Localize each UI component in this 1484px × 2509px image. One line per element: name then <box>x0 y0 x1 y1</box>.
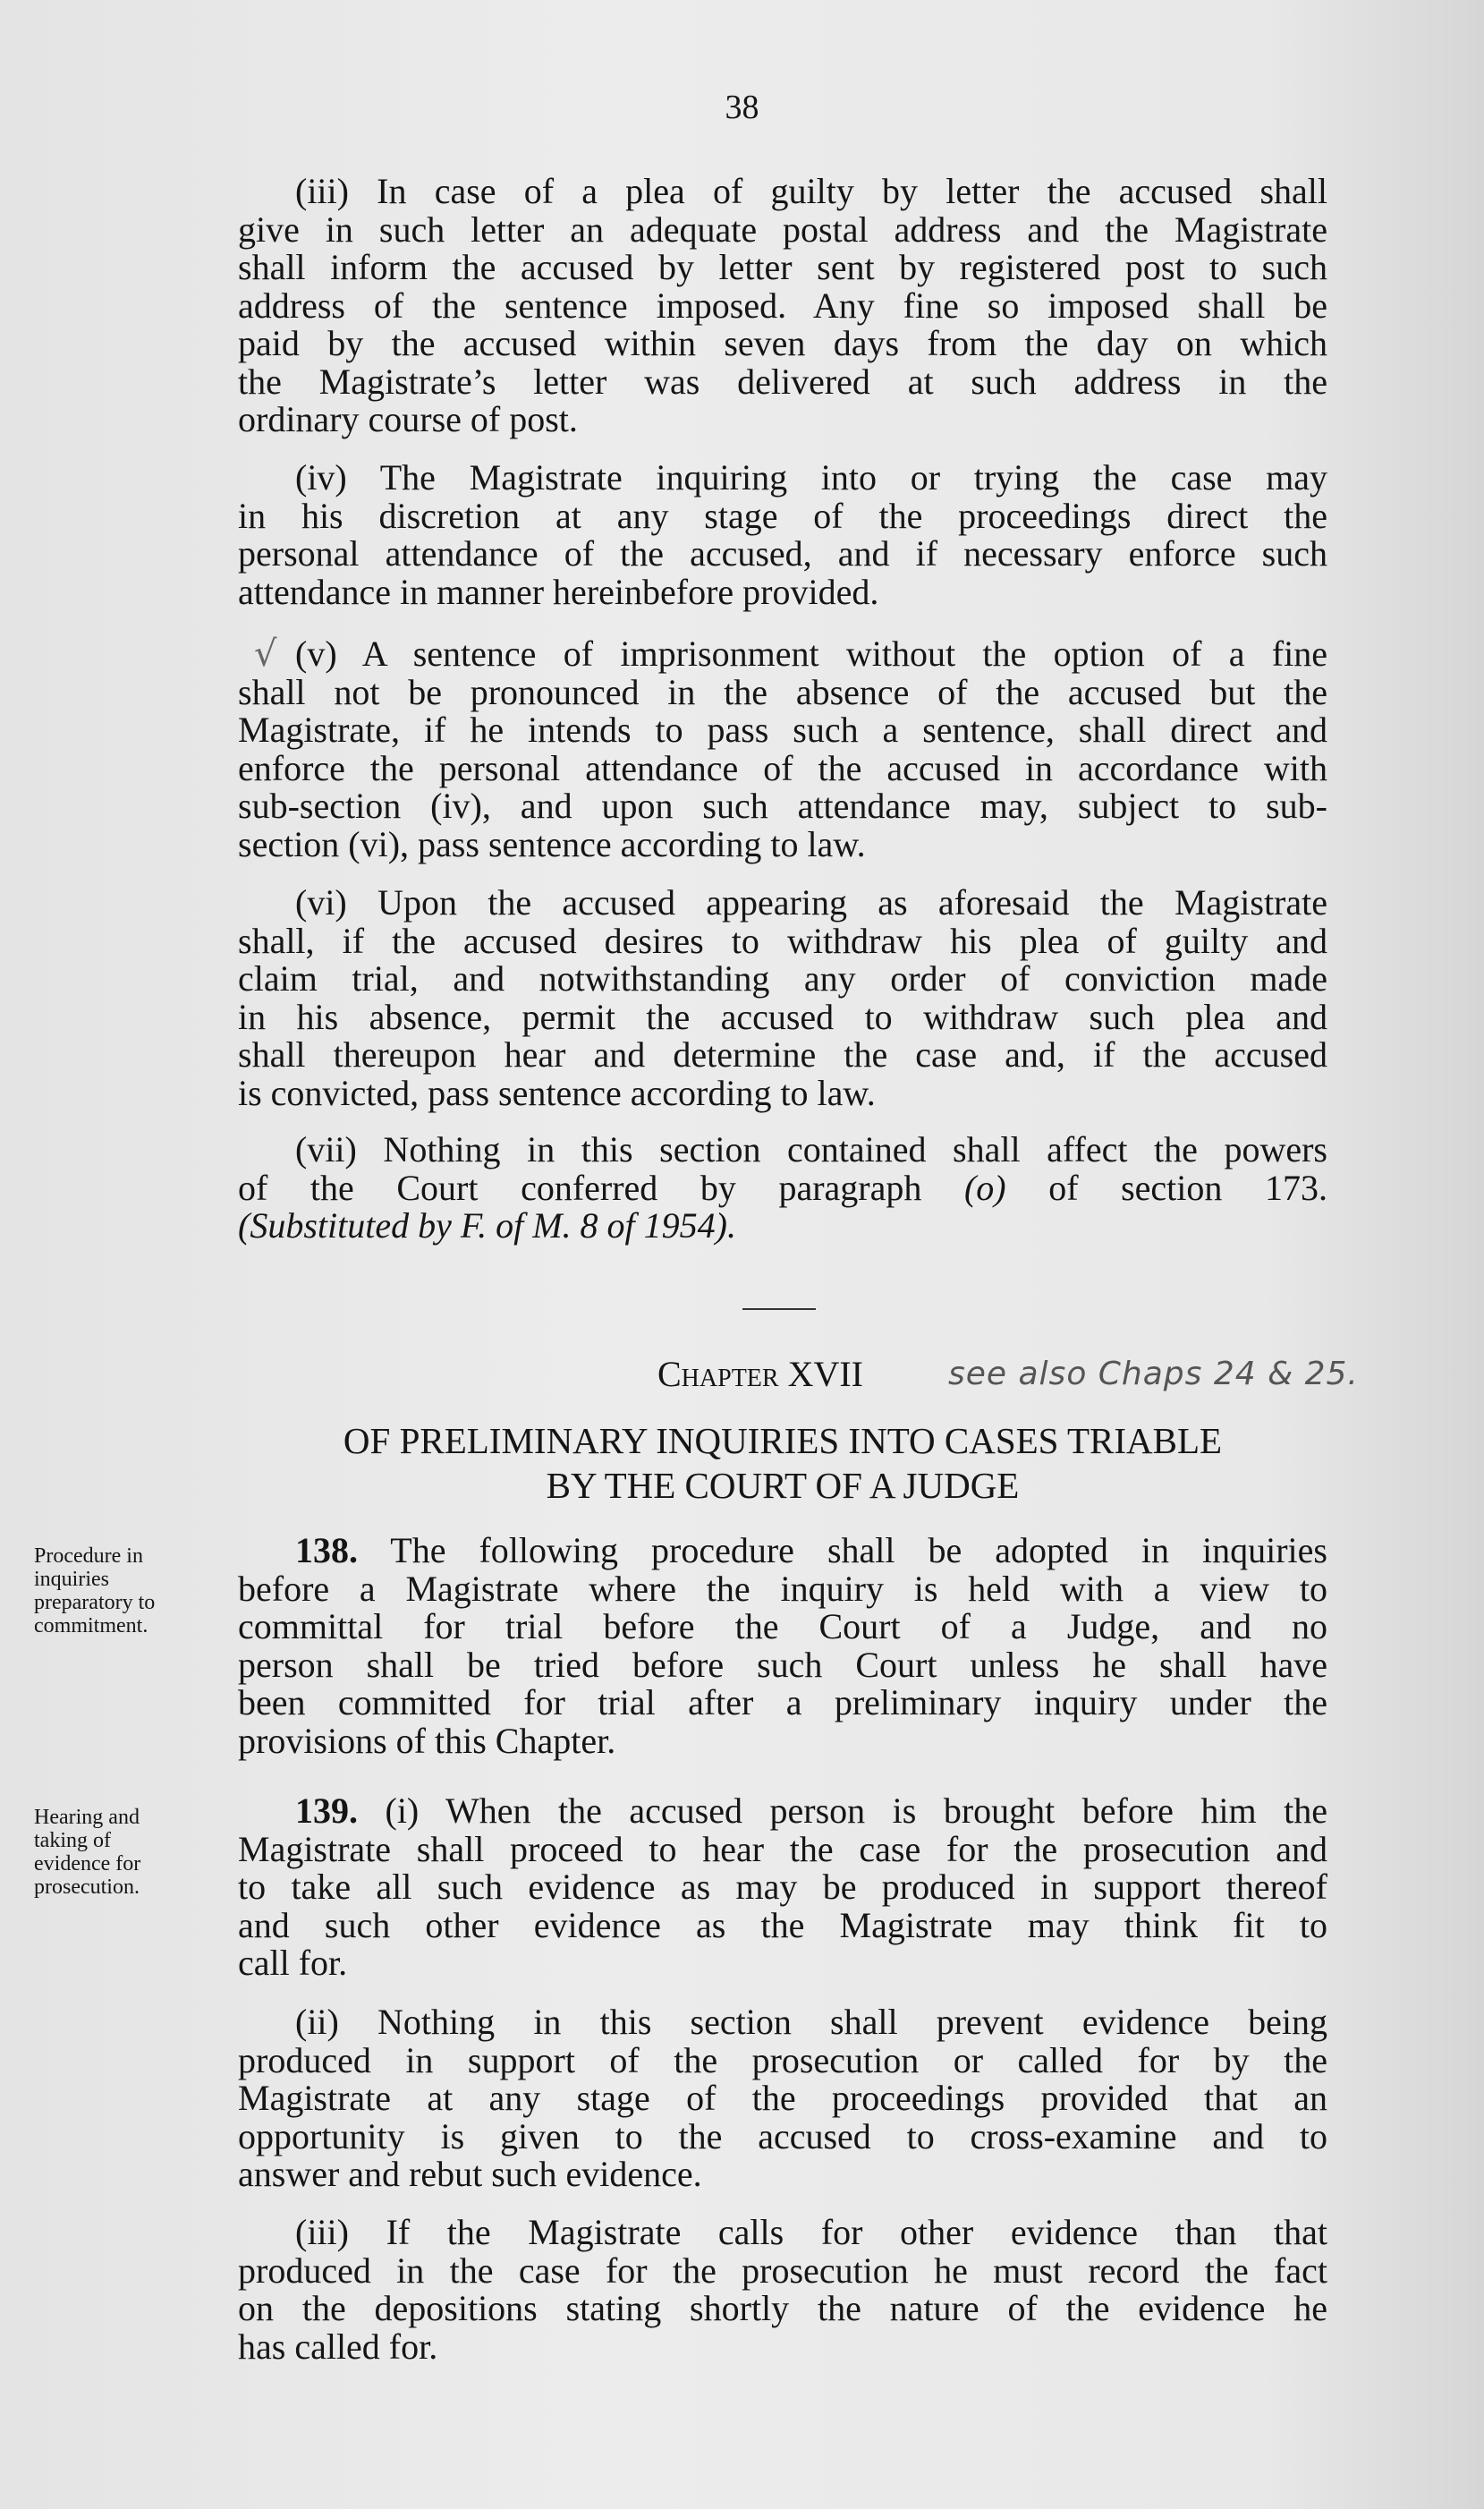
line-text: and such other evidence as the Magistrate may think fit to <box>238 1904 1327 1945</box>
text-line <box>238 1207 1327 1246</box>
text-line <box>238 1792 1327 1831</box>
paragraph-iii <box>238 173 1327 439</box>
text-line <box>238 1944 1327 1983</box>
text-line <box>238 884 1327 923</box>
line-text: call for. <box>238 1943 348 1983</box>
text-line <box>238 249 1327 287</box>
section-divider <box>742 1308 816 1310</box>
text-line <box>238 535 1327 574</box>
text-line <box>238 173 1327 211</box>
line-text: Magistrate at any stage of the proceedings provided that an <box>238 2078 1327 2118</box>
line-text: (ii) Nothing in this section shall prevent evidence being <box>295 2002 1327 2042</box>
line-text: Magistrate shall proceed to hear the case for the prosecution and <box>238 1828 1327 1869</box>
text-segment: (i) When the accused person is brought before him the <box>358 1790 1327 1831</box>
section-number: 138. <box>295 1530 358 1570</box>
text-line <box>238 363 1327 402</box>
line-text: in his absence, permit the accused to withdraw such plea and <box>238 996 1327 1037</box>
line-text: produced in the case for the prosecution he must record the fact <box>238 2250 1327 2291</box>
text-line <box>238 208 1327 250</box>
line-text: before a Magistrate where the inquiry is held with a view to <box>238 1568 1327 1609</box>
line-text: been committed for trial after a preliminary inquiry under the <box>238 1682 1327 1722</box>
line-text: in his discretion at any stage of the proceedings direct the <box>238 495 1327 536</box>
text-line <box>238 1904 1327 1945</box>
line-text: answer and rebut such evidence. <box>238 2154 702 2194</box>
text-line <box>238 671 1327 712</box>
line-text: to take all such evidence as may be produced in support thereof <box>238 1867 1327 1907</box>
text-line <box>238 1131 1327 1169</box>
section-number: 139. <box>295 1790 358 1831</box>
line-text: enforce the personal attendance of the accused in accordance with <box>238 747 1327 788</box>
handwritten-note: see also Chaps 24 & 25. <box>948 1356 1359 1392</box>
text-line <box>238 2290 1327 2328</box>
line-text: claim trial, and notwithstanding any order of conviction made <box>238 958 1327 999</box>
line-text: personal attendance of the accused, and if necessary enforce such <box>238 533 1327 574</box>
line-text <box>238 1168 1327 1208</box>
text-line <box>238 1169 1327 1208</box>
italic-text: (o) <box>963 1167 1006 1208</box>
line-text <box>295 1129 1327 1169</box>
line-text: ordinary course of post. <box>238 399 578 439</box>
line-text: sub-section (iv), and upon such attendance may, subject to sub- <box>238 786 1327 826</box>
text-line <box>238 287 1327 326</box>
text-line <box>238 459 1327 498</box>
line-text: shall not be pronounced in the absence of the accused but the <box>238 671 1327 712</box>
paragraph-vi <box>238 884 1327 1112</box>
paragraph-s139iii <box>238 2214 1327 2366</box>
text-segment: (vii) Nothing in this section contained shall affect the powers <box>295 1129 1327 1169</box>
text-line <box>238 2039 1327 2080</box>
line-text: on the depositions stating shortly the nature of the evidence he <box>238 2288 1327 2328</box>
text-line <box>238 2156 1327 2194</box>
margin-note-hearing: Hearing and taking of evidence for prosecution. <box>34 1806 141 1899</box>
chapter-title-line: BY THE COURT OF A JUDGE <box>546 1465 1020 1506</box>
text-line <box>238 2003 1327 2042</box>
line-text: (iii) If the Magistrate calls for other evidence than that <box>295 2212 1327 2252</box>
line-text <box>238 1205 736 1246</box>
margin-note-procedure: Procedure in inquiries preparatory to commitment. <box>34 1544 156 1637</box>
text-line <box>238 1036 1327 1075</box>
text-line <box>238 1608 1327 1646</box>
line-text: opportunity is given to the accused to cross-examine and to <box>238 2115 1327 2156</box>
line-text: (iii) In case of a plea of guilty by letter the accused shall <box>295 171 1327 211</box>
line-text: the Magistrate’s letter was delivered at such address in the <box>238 361 1327 402</box>
line-text: Magistrate, if he intends to pass such a sentence, shall direct and <box>238 710 1327 750</box>
check-mark-annotation: √ <box>254 634 277 675</box>
line-text: committal for trial before the Court of a Judge, and no <box>238 1606 1327 1646</box>
text-line <box>238 401 1327 439</box>
paragraph-vii <box>238 1131 1327 1246</box>
text-segment: of the Court conferred by paragraph <box>238 1167 964 1208</box>
line-text: shall thereupon hear and determine the case and, if the accused <box>238 1034 1327 1075</box>
text-line <box>238 495 1327 536</box>
paragraph-v <box>238 635 1327 863</box>
line-text <box>295 1530 1327 1570</box>
line-text: give in such letter an adequate postal address and the Magistrate <box>238 208 1327 250</box>
page-number: 38 <box>725 89 759 126</box>
line-text: person shall be tried before such Court unless he shall have <box>238 1644 1327 1685</box>
text-line <box>238 2079 1327 2118</box>
paragraph-iv <box>238 459 1327 611</box>
chapter-title <box>238 1418 1327 1508</box>
text-line <box>238 1646 1327 1685</box>
text-line <box>238 2214 1327 2252</box>
line-text: shall, if the accused desires to withdraw his plea of guilty and <box>238 920 1327 961</box>
italic-text: (Substituted by F. of M. 8 of 1954). <box>238 1205 736 1246</box>
text-line <box>238 1684 1327 1722</box>
line-text: (v) A sentence of imprisonment without the option of a fine <box>295 634 1327 674</box>
text-line <box>238 2328 1327 2367</box>
text-line <box>238 635 1327 674</box>
text-segment: The following procedure shall be adopted in inquiries <box>358 1530 1327 1570</box>
line-text: provisions of this Chapter. <box>238 1720 616 1761</box>
text-line <box>238 2252 1327 2291</box>
line-text: has called for. <box>238 2326 438 2367</box>
line-text: address of the sentence imposed. Any fine so imposed shall be <box>238 285 1327 326</box>
text-line <box>238 920 1327 961</box>
paragraph-s138 <box>238 1532 1327 1760</box>
text-line <box>238 747 1327 788</box>
line-text: attendance in manner hereinbefore provided. <box>238 571 879 612</box>
paragraph-s139ii <box>238 2003 1327 2194</box>
text-line <box>238 325 1327 363</box>
text-line <box>238 996 1327 1037</box>
line-text: paid by the accused within seven days from the day on which <box>238 323 1327 363</box>
line-text: shall inform the accused by letter sent by registered post to such <box>238 247 1327 287</box>
line-text: is convicted, pass sentence according to law. <box>238 1072 876 1113</box>
line-text <box>295 1790 1327 1831</box>
text-line <box>238 1868 1327 1907</box>
text-line <box>238 1072 1327 1113</box>
line-text: (iv) The Magistrate inquiring into or trying the case may <box>295 457 1327 498</box>
text-line <box>238 571 1327 612</box>
text-line <box>238 2115 1327 2156</box>
text-line <box>238 1722 1327 1761</box>
text-line <box>238 711 1327 750</box>
chapter-label: Chapter XVII <box>657 1354 863 1394</box>
text-line <box>238 1828 1327 1869</box>
text-line <box>238 1570 1327 1609</box>
text-line <box>238 960 1327 999</box>
line-text: produced in support of the prosecution or called for by the <box>238 2039 1327 2080</box>
text-line <box>238 1532 1327 1570</box>
line-text: section (vi), pass sentence according to law. <box>238 823 866 864</box>
line-text: (vi) Upon the accused appearing as aforesaid the Magistrate <box>295 882 1327 923</box>
text-segment: of section 173. <box>1005 1167 1327 1208</box>
text-line <box>238 787 1327 826</box>
text-line <box>238 823 1327 864</box>
chapter-title-line: OF PRELIMINARY INQUIRIES INTO CASES TRIABLE <box>343 1420 1223 1461</box>
paragraph-s139i <box>238 1792 1327 1983</box>
